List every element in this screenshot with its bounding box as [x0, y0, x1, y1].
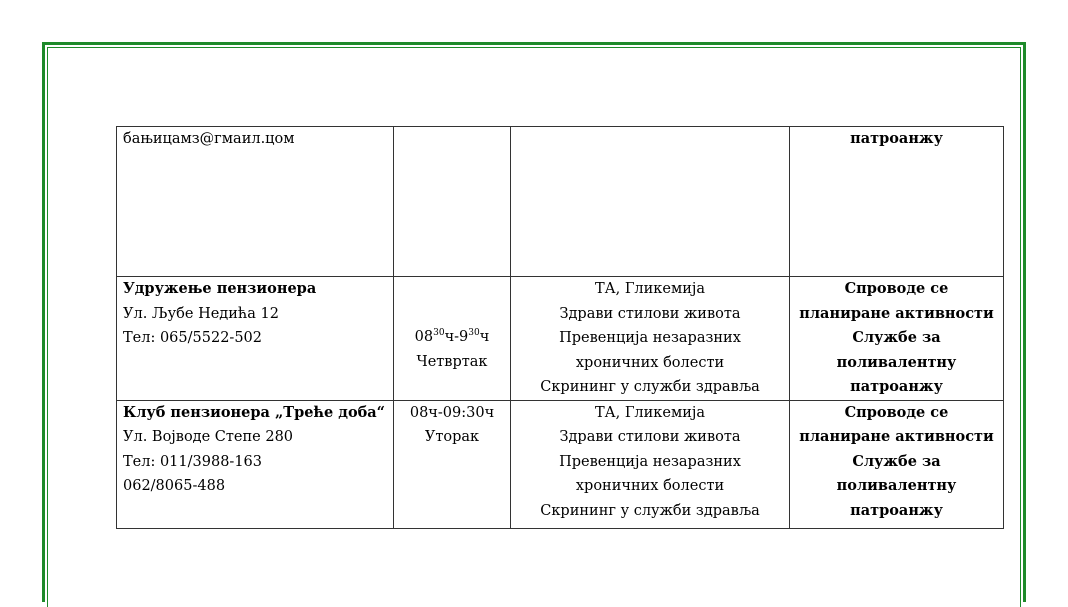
service-line: Службе за: [852, 329, 941, 346]
organization-name: Удружење пензионера: [123, 280, 317, 297]
contact-cell: [117, 400, 394, 528]
day-text: Четвртак: [416, 353, 488, 370]
activity-line: Превенција незаразних: [559, 330, 741, 346]
activities-cell: [511, 127, 790, 277]
service-line: патроанжу: [850, 130, 943, 147]
contact-cell: [117, 127, 394, 277]
activity-line: Превенција незаразних: [559, 453, 741, 470]
activity-line: хроничних болести: [575, 478, 725, 494]
phone-text: Тел: 011/3988-163: [123, 453, 262, 470]
activities-cell: [511, 400, 790, 528]
address-text: Ул. Војводе Степе 280: [123, 429, 294, 445]
table-row: [117, 277, 1004, 401]
activity-line: Скрининг у служби здравља: [540, 379, 760, 395]
phone-text: Тел: 065/5522-502: [123, 330, 262, 346]
activity-line: хроничних болести: [575, 354, 725, 371]
activity-line: ТА, Гликемија: [594, 281, 706, 297]
time-text: 08ч-09:30ч: [409, 404, 495, 421]
table-row: [117, 400, 1004, 528]
contact-cell: [117, 277, 394, 401]
activity-line: Здрави стилови живота: [559, 429, 741, 445]
table-row: [117, 127, 1004, 277]
service-line: патроанжу: [850, 501, 943, 519]
service-line: Службе за: [852, 452, 941, 470]
day-text: Уторак: [424, 429, 480, 445]
activities-cell: [511, 277, 790, 401]
service-line: поливалентну: [836, 353, 957, 371]
activities-table: [116, 126, 1004, 529]
organization-name: Клуб пензионера „Треће доба“: [123, 403, 386, 421]
service-line: Спроводе се: [844, 280, 949, 297]
time-text: $08^{30}ч-9^{30}ч$: [414, 328, 490, 345]
service-line: поливалентну: [836, 477, 957, 494]
activity-line: Здрави стилови живота: [559, 305, 741, 322]
time-cell: [394, 400, 511, 528]
activity-line: Скрининг у служби здравља: [540, 502, 760, 519]
service-line: планиране активности: [799, 428, 994, 445]
email-text: бањицамз@гмаил.цом: [123, 131, 295, 147]
time-cell: [394, 277, 511, 401]
time-cell: [394, 127, 511, 277]
address-text: Ул. Љубе Недића 12: [123, 305, 279, 322]
service-cell: [790, 127, 1004, 277]
service-line: патроанжу: [850, 378, 943, 395]
activity-line: ТА, Гликемија: [594, 404, 706, 421]
service-line: Спроводе се: [844, 403, 949, 421]
phone-text: 062/8065-488: [123, 478, 226, 494]
service-line: планиране активности: [799, 304, 994, 322]
service-cell: [790, 277, 1004, 401]
service-cell: [790, 400, 1004, 528]
